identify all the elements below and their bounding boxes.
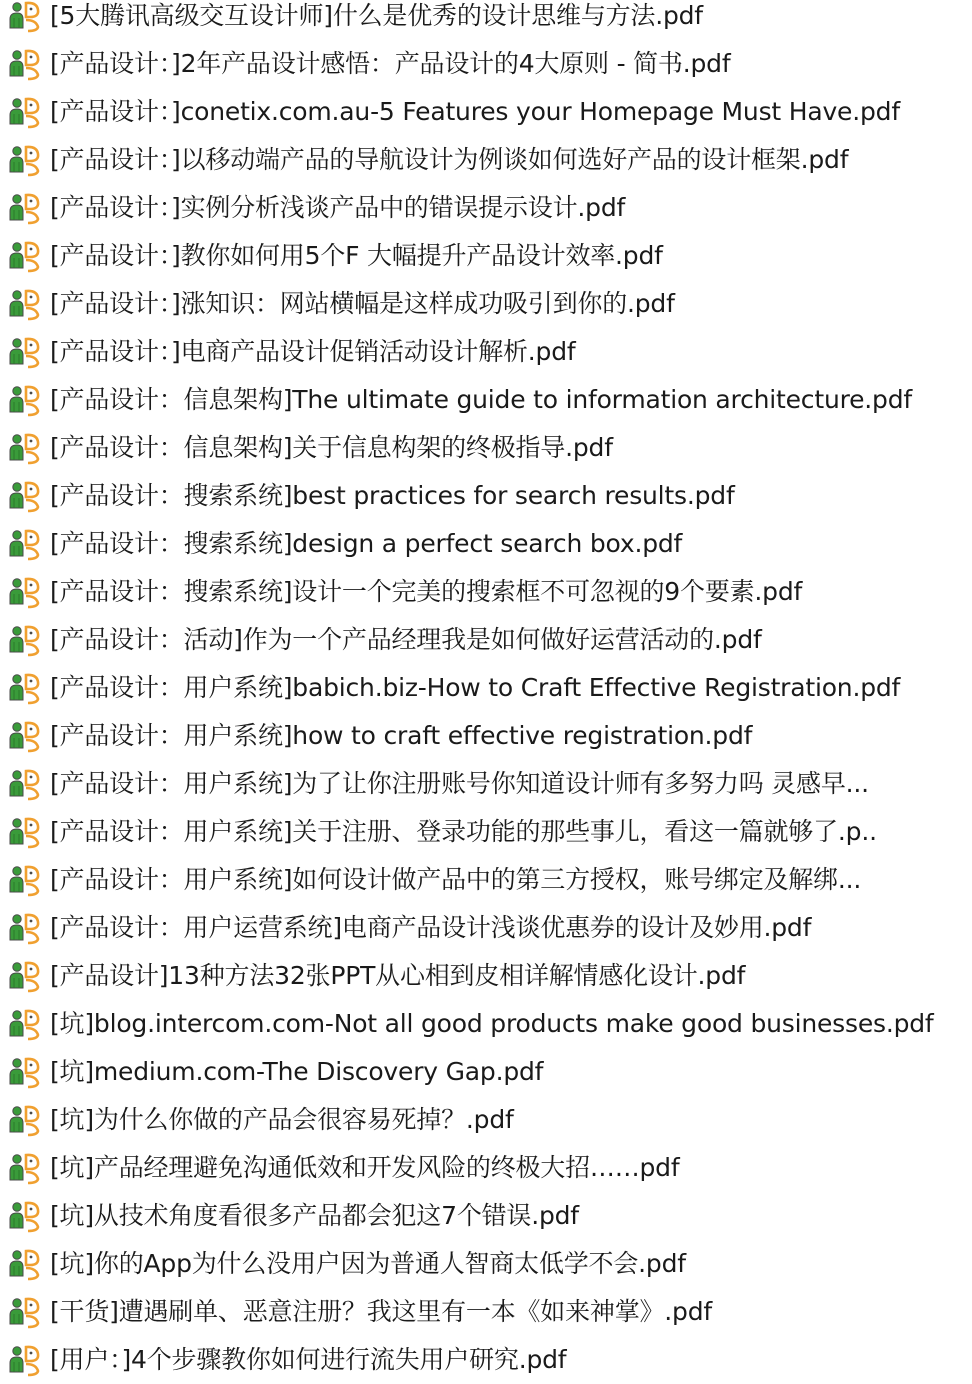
pdf-file-icon xyxy=(6,46,42,82)
pdf-file-icon xyxy=(6,478,42,514)
file-row[interactable] xyxy=(0,712,972,760)
pdf-file-icon xyxy=(6,334,42,370)
pdf-file-icon xyxy=(6,430,42,466)
file-name: [产品设计：用户运营系统]电商产品设计浅谈优惠券的设计及妙用.pdf xyxy=(50,913,812,942)
file-row[interactable] xyxy=(0,0,972,40)
file-name: [产品设计]13种方法32张PPT从心相到皮相详解情感化设计.pdf xyxy=(50,961,746,990)
pdf-file-icon xyxy=(6,670,42,706)
pdf-file-icon xyxy=(6,814,42,850)
file-name: [产品设计：搜索系统]设计一个完美的搜索框不可忽视的9个要素.pdf xyxy=(50,577,803,606)
file-name: [产品设计：]2年产品设计感悟：产品设计的4大原则 - 简书.pdf xyxy=(50,49,731,78)
file-row[interactable] xyxy=(0,472,972,520)
file-name: [坑]medium.com-The Discovery Gap.pdf xyxy=(50,1057,544,1086)
file-row[interactable] xyxy=(0,856,972,904)
pdf-file-icon xyxy=(6,1198,42,1234)
pdf-file-icon xyxy=(6,382,42,418)
pdf-file-icon xyxy=(6,862,42,898)
file-name: [产品设计：]电商产品设计促销活动设计解析.pdf xyxy=(50,337,576,366)
file-row[interactable] xyxy=(0,760,972,808)
file-name: [5大腾讯高级交互设计师]什么是优秀的设计思维与方法.pdf xyxy=(50,1,703,30)
file-row[interactable] xyxy=(0,280,972,328)
file-row[interactable] xyxy=(0,1096,972,1144)
file-name: [干货]遭遇刷单、恶意注册？我这里有一本《如来神掌》.pdf xyxy=(50,1297,712,1326)
file-name: [产品设计：]涨知识：网站横幅是这样成功吸引到你的.pdf xyxy=(50,289,675,318)
pdf-file-icon xyxy=(6,766,42,802)
file-row[interactable] xyxy=(0,808,972,856)
pdf-file-icon xyxy=(6,526,42,562)
pdf-file-icon xyxy=(6,286,42,322)
file-row[interactable] xyxy=(0,136,972,184)
pdf-file-icon xyxy=(6,958,42,994)
file-row[interactable] xyxy=(0,904,972,952)
pdf-file-icon xyxy=(6,1294,42,1330)
file-row[interactable] xyxy=(0,232,972,280)
file-row[interactable] xyxy=(0,1288,972,1336)
file-name: [产品设计：用户系统]关于注册、登录功能的那些事儿，看这一篇就够了.p.. xyxy=(50,817,877,846)
pdf-file-icon xyxy=(6,190,42,226)
file-row[interactable] xyxy=(0,1336,972,1384)
file-name: [坑]为什么你做的产品会很容易死掉？.pdf xyxy=(50,1105,514,1134)
file-row[interactable] xyxy=(0,424,972,472)
file-name: [产品设计：信息架构]The ultimate guide to information architecture.pdf xyxy=(50,385,912,414)
file-row[interactable] xyxy=(0,568,972,616)
file-name: [产品设计：用户系统]为了让你注册账号你知道设计师有多努力吗 灵感早... xyxy=(50,769,869,798)
file-name: [产品设计：]实例分析浅谈产品中的错误提示设计.pdf xyxy=(50,193,626,222)
file-name: [产品设计：搜索系统]best practices for search results.pdf xyxy=(50,481,735,510)
file-name: [产品设计：]以移动端产品的导航设计为例谈如何选好产品的设计框架.pdf xyxy=(50,145,849,174)
file-name: [坑]从技术角度看很多产品都会犯这7个错误.pdf xyxy=(50,1201,579,1230)
pdf-file-icon xyxy=(6,142,42,178)
pdf-file-icon xyxy=(6,622,42,658)
pdf-file-icon xyxy=(6,718,42,754)
file-row[interactable] xyxy=(0,184,972,232)
file-row[interactable] xyxy=(0,1000,972,1048)
file-row[interactable] xyxy=(0,616,972,664)
file-name: [产品设计：活动]作为一个产品经理我是如何做好运营活动的.pdf xyxy=(50,625,762,654)
file-row[interactable] xyxy=(0,520,972,568)
pdf-file-icon xyxy=(6,0,42,34)
file-name: [产品设计：信息架构]关于信息构架的终极指导.pdf xyxy=(50,433,613,462)
pdf-file-icon xyxy=(6,910,42,946)
file-row[interactable] xyxy=(0,1240,972,1288)
file-row[interactable] xyxy=(0,952,972,1000)
file-name: [坑]你的App为什么没用户因为普通人智商太低学不会.pdf xyxy=(50,1249,686,1278)
file-name: [产品设计：]conetix.com.au-5 Features your Homepage Must Have.pdf xyxy=(50,97,900,126)
file-name: [坑]产品经理避免沟通低效和开发风险的终极大招……pdf xyxy=(50,1153,680,1182)
file-row[interactable] xyxy=(0,328,972,376)
file-row[interactable] xyxy=(0,40,972,88)
pdf-file-icon xyxy=(6,1342,42,1378)
pdf-file-icon xyxy=(6,1102,42,1138)
file-name: [坑]blog.intercom.com-Not all good products make good businesses.pdf xyxy=(50,1009,934,1038)
file-row[interactable] xyxy=(0,376,972,424)
file-row[interactable] xyxy=(0,1144,972,1192)
file-row[interactable] xyxy=(0,1048,972,1096)
file-name: [产品设计：用户系统]how to craft effective registration.pdf xyxy=(50,721,753,750)
file-row[interactable] xyxy=(0,664,972,712)
file-row[interactable] xyxy=(0,1192,972,1240)
file-name: [产品设计：用户系统]如何设计做产品中的第三方授权，账号绑定及解绑... xyxy=(50,865,862,894)
file-name: [产品设计：用户系统]babich.biz-How to Craft Effective Registration.pdf xyxy=(50,673,901,702)
pdf-file-icon xyxy=(6,1006,42,1042)
pdf-file-icon xyxy=(6,1150,42,1186)
file-name: [产品设计：搜索系统]design a perfect search box.pdf xyxy=(50,529,683,558)
pdf-file-icon xyxy=(6,238,42,274)
file-name: [产品设计：]教你如何用5个F 大幅提升产品设计效率.pdf xyxy=(50,241,663,270)
pdf-file-icon xyxy=(6,94,42,130)
file-name: [用户：]4个步骤教你如何进行流失用户研究.pdf xyxy=(50,1345,567,1374)
pdf-file-icon xyxy=(6,1054,42,1090)
pdf-file-icon xyxy=(6,574,42,610)
pdf-file-icon xyxy=(6,1246,42,1282)
file-row[interactable] xyxy=(0,88,972,136)
